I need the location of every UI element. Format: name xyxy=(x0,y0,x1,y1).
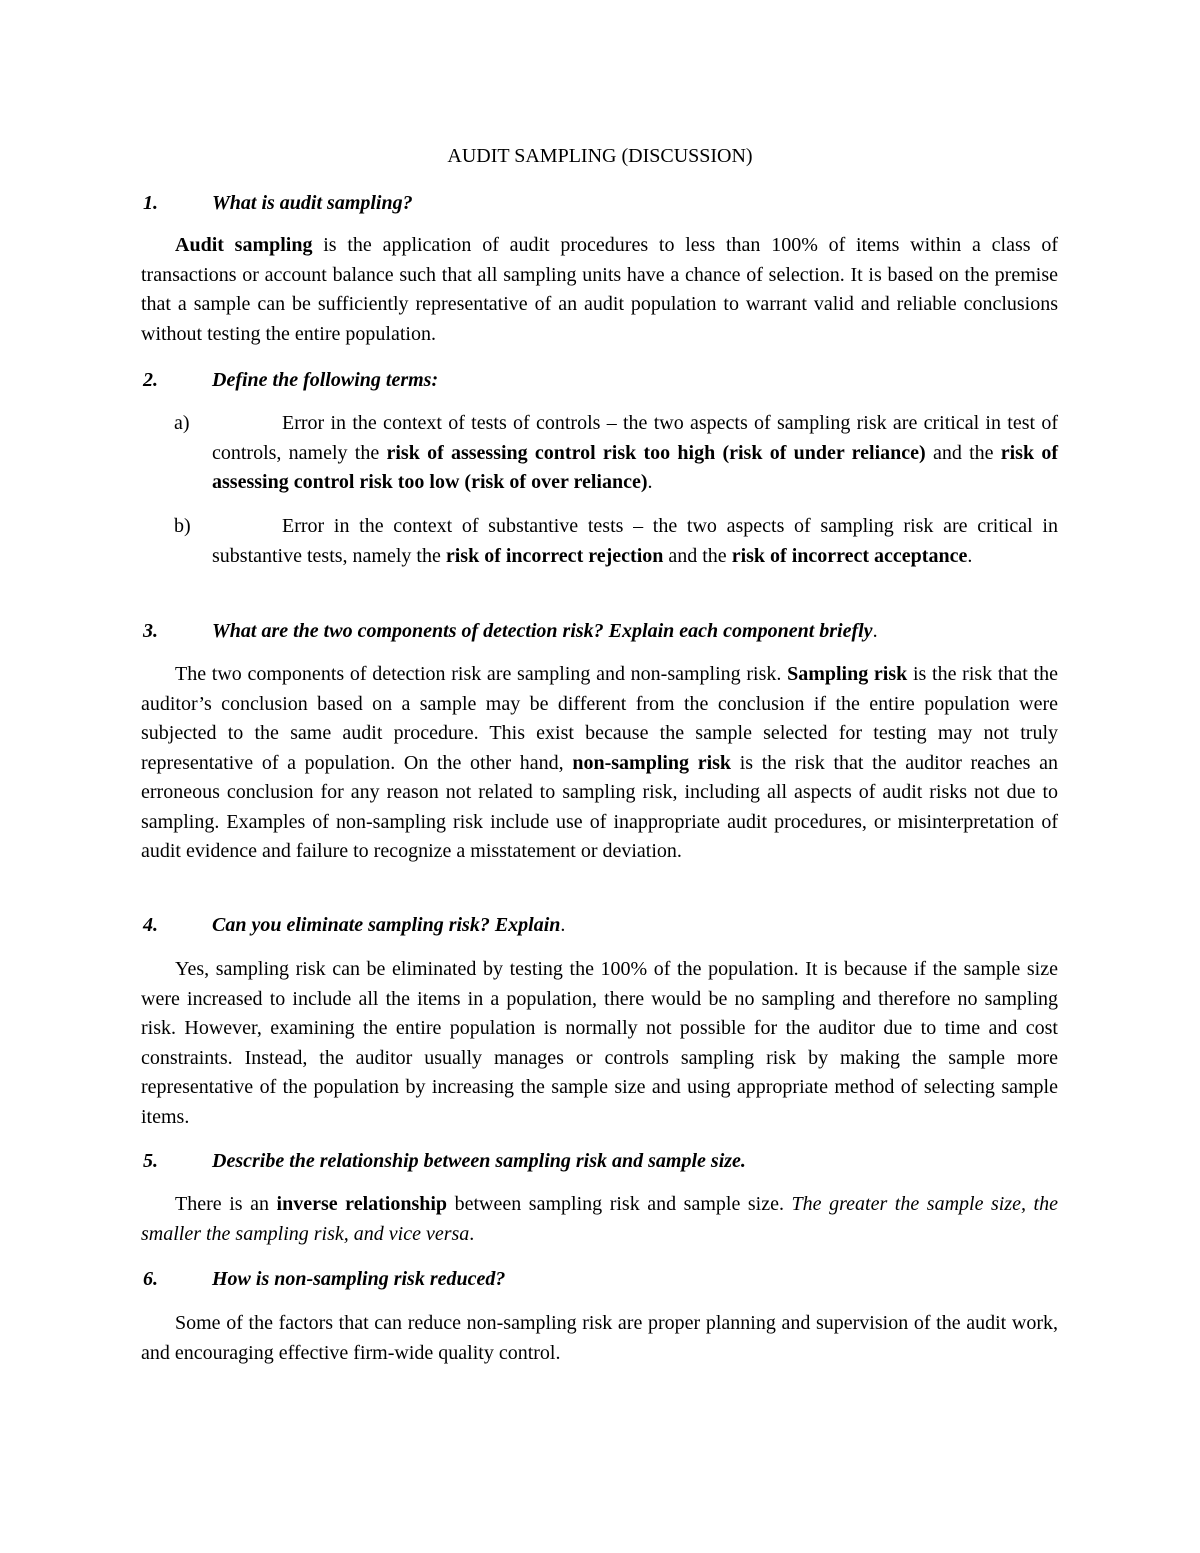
term-non-sampling-risk: non-sampling risk xyxy=(572,751,732,774)
question-number: 1. xyxy=(143,192,158,214)
answer-6: Some of the factors that can reduce non-sampling risk are proper planning and supervision of the audit work, and encouraging effective firm-wide quality control. xyxy=(141,1312,1058,1364)
question-6 xyxy=(143,1266,1063,1292)
question-4: 4. Can you eliminate sampling risk? Explain. xyxy=(143,914,566,936)
question-number: 2. xyxy=(143,369,158,391)
question-number: 5. xyxy=(143,1150,158,1172)
question-number: 4. xyxy=(143,914,158,936)
question-number: 3. xyxy=(143,620,158,642)
question-number: 6. xyxy=(143,1268,158,1290)
question-text: How is non-sampling risk reduced? xyxy=(212,1268,506,1290)
answer-5: There is an inverse relationship between sampling risk and sample size. The greater the sample size, the smaller the sampling risk, and vice versa. xyxy=(141,1193,1058,1245)
page-title: AUDIT SAMPLING (DISCUSSION) xyxy=(447,145,753,167)
question-5 xyxy=(143,1148,1063,1174)
question-text: What are the two components of detection risk? Explain each component briefly xyxy=(212,620,873,642)
list-letter: b) xyxy=(174,515,191,537)
question-text: Can you eliminate sampling risk? Explain xyxy=(212,914,561,936)
term-audit-sampling: Audit sampling xyxy=(175,234,313,256)
term-sampling-risk: Sampling risk xyxy=(787,663,908,685)
definition-a: a) Error in the context of tests of controls – the two aspects of sampling risk are critical in test of controls, namely the risk of assessing control risk too high (risk of under reliance) and the risk of assessing control risk too low (risk of over reliance). xyxy=(212,409,1058,498)
question-text: What is audit sampling? xyxy=(212,192,413,214)
question-3: 3. What are the two components of detection risk? Explain each component briefly. xyxy=(143,620,878,642)
answer-4: Yes, sampling risk can be eliminated by testing the 100% of the population. It is because if the sample size were increased to include all the items in a population, there would be no sampling and therefore no sampling risk. However, examining the entire population is normally not possible for the auditor due to time and cost constraints. Instead, the auditor usually manages or controls sampling risk by making the sample more representative of the population by increasing the sample size and using appropriate method of selecting sample items. xyxy=(141,958,1058,1128)
definition-b: b) Error in the context of substantive tests – the two aspects of sampling risk are critical in substantive tests, namely the risk of incorrect rejection and the risk of incorrect acceptance. xyxy=(212,512,1058,571)
list-letter: a) xyxy=(174,412,190,434)
question-text: Describe the relationship between sampling risk and sample size. xyxy=(212,1150,746,1172)
question-text: Define the following terms: xyxy=(212,369,439,391)
term-inverse-relationship: inverse relationship xyxy=(276,1193,448,1215)
answer-1: Audit sampling is the application of audit procedures to less than 100% of items within a class of transactions or account balance such that all sampling units have a chance of selection. It is based on the premise that a sample can be sufficiently representative of an audit population to warrant valid and reliable conclusions without testing the entire population. xyxy=(141,234,1058,345)
question-1 xyxy=(143,190,1063,216)
question-2 xyxy=(143,367,1063,393)
answer-3: The two components of detection risk are sampling and non-sampling risk. Sampling risk is the risk that the auditor’s conclusion based on a sample may be different from the conclusion if the entire population were subjected to the same audit procedure. This exist because the sample selected for testing may not truly representative of a population. On the other hand, non-sampling risk is the risk that the auditor reaches an erroneous conclusion for any reason not related to sampling risk, including all aspects of audit risks not due to sampling. Examples of non-sampling risk include use of inappropriate audit procedures, or misinterpretation of audit evidence and failure to recognize a misstatement or deviation. xyxy=(141,663,1058,862)
